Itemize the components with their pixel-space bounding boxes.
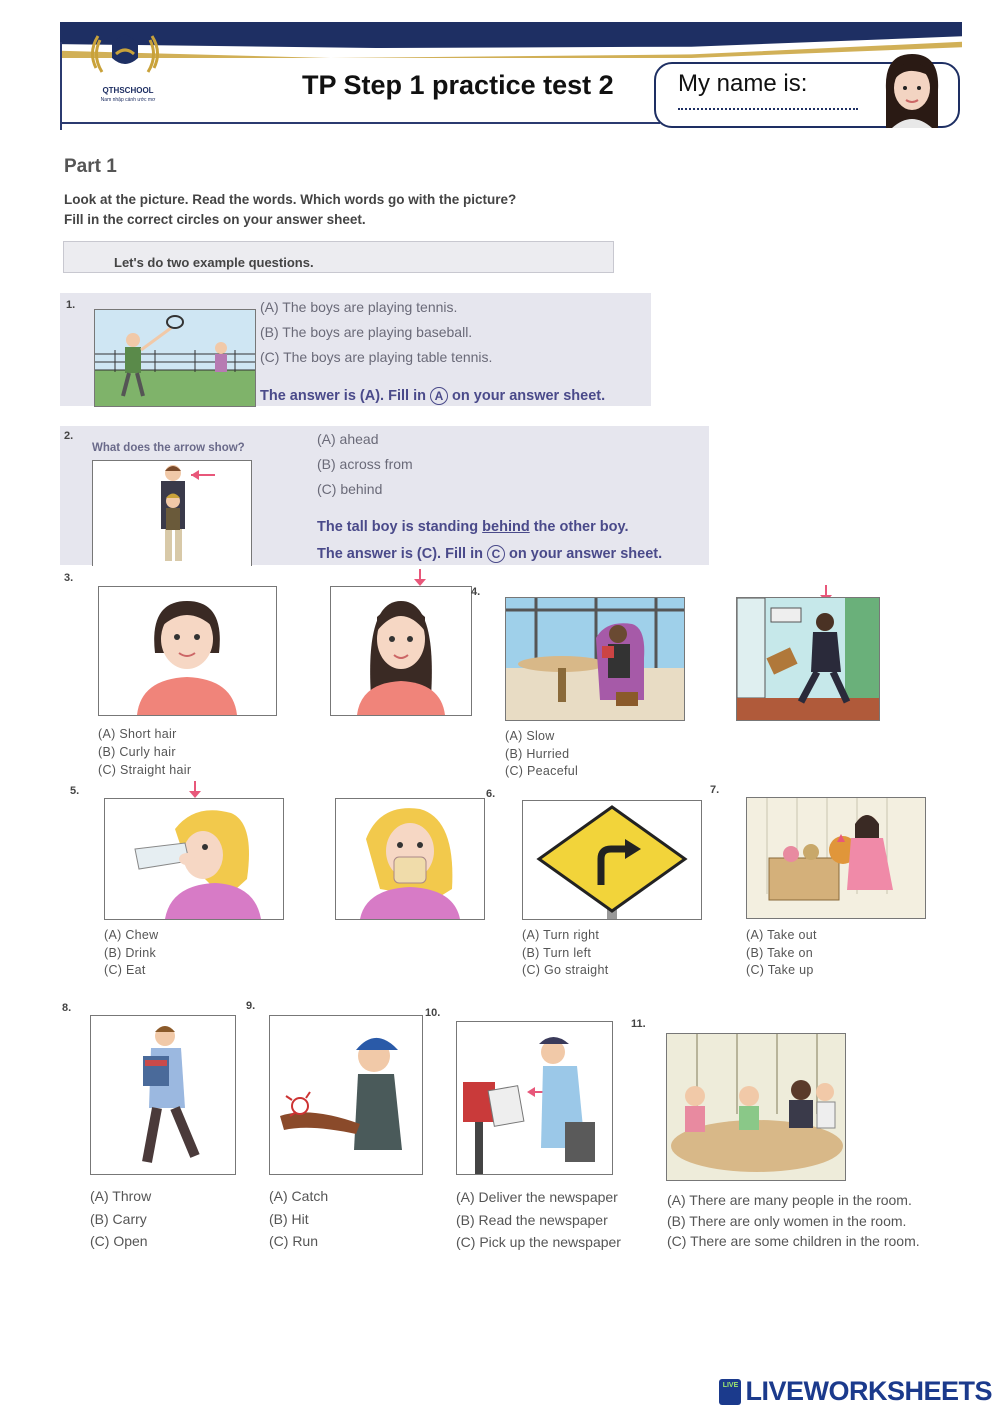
option-b: (B) Take on [746,945,813,960]
option-b: (B) Hit [269,1210,309,1227]
question-9-options [269,1185,328,1253]
answer-circle: A [430,387,448,405]
option-c: (C) Pick up the newspaper [456,1234,621,1250]
question-11-options [667,1190,920,1252]
question-2-answer [317,545,662,563]
header-banner [60,22,962,130]
question-4-number: 4. [471,586,481,598]
girl-drinking-picture [104,798,284,920]
option-c: (C) Open [90,1233,148,1249]
girl-eating-picture [335,798,485,920]
option-a: (A) Slow [505,729,555,743]
road-sign-picture [522,800,702,920]
option-b: (B) Curly hair [98,745,176,759]
logo-text: QTHSCHOOL [102,86,154,95]
option-a: (A) ahead [317,431,379,447]
option-c: (C) behind [317,481,383,497]
question-10-number: 10. [425,1007,441,1019]
instruction-line-2: Fill in the correct circles on your answer sheet. [64,212,366,227]
sentence-start: The tall boy is standing [317,519,483,535]
liveworksheets-icon: LIVE [719,1379,741,1405]
question-1-options [260,295,492,370]
answer-text: The answer is (C). Fill in [317,546,487,562]
option-a: (A) Turn right [522,928,600,942]
question-7-options [746,927,817,980]
question-2-panel [60,426,709,565]
name-input-line[interactable] [678,108,858,110]
answer-text-end: on your answer sheet. [448,388,606,404]
man-carrying-books-picture [90,1015,236,1175]
question-number: 2. [64,430,74,442]
part-title: Part 1 [64,156,117,177]
girl-short-hair-picture [98,586,277,716]
option-c: (C) Run [269,1233,319,1249]
option-a: (A) Deliver the newspaper [456,1189,618,1205]
option-b: (B) Read the newspaper [456,1211,608,1228]
example-intro: Let's do two example questions. [114,255,314,270]
answer-text-end: on your answer sheet. [505,546,663,562]
option-c: (C) Peaceful [505,764,579,778]
sentence-keyword: behind [482,519,530,535]
question-8-number: 8. [62,1002,72,1014]
answer-circle: C [487,545,505,563]
option-b: (B) There are only women in the room. [667,1212,907,1229]
question-2-prompt: What does the arrow show? [92,442,245,454]
option-b: (B) Turn left [522,945,592,960]
mailman-newspaper-picture [456,1021,613,1175]
header-swoosh [60,22,962,48]
option-b: (B) Carry [90,1210,147,1227]
option-c: (C) The boys are playing table tennis. [260,349,493,365]
man-reading-chair-picture [505,597,685,721]
option-c: (C) Take up [746,963,814,977]
question-10-options [456,1186,621,1254]
boy-batting-picture [269,1015,423,1175]
question-5-options [104,927,159,980]
example-banner [63,241,614,273]
student-avatar [866,50,958,128]
option-a: (A) Throw [90,1188,152,1204]
name-label: My name is: [678,70,808,97]
option-c: (C) Straight hair [98,763,192,777]
girl-toys-box-picture [746,797,926,919]
question-11-number: 11. [631,1018,646,1030]
option-b: (B) Drink [104,945,157,960]
question-8-options [90,1185,151,1253]
answer-text: The answer is (A). Fill in [260,388,430,404]
sentence-end: the other boy. [529,519,629,535]
option-a: (A) Chew [104,928,159,942]
question-6-options [522,927,608,980]
question-1-panel [60,293,651,406]
question-9-number: 9. [246,1000,256,1012]
name-box [654,62,960,128]
option-b: (B) across from [317,456,413,472]
option-a: (A) The boys are playing tennis. [260,299,458,315]
question-1-answer [260,387,605,405]
question-3-options [98,725,191,779]
option-c: (C) There are some children in the room. [667,1233,920,1249]
question-3-number: 3. [64,572,74,584]
liveworksheets-logo[interactable] [719,1376,992,1407]
question-number: 1. [66,299,76,311]
logo-subtitle: Nam nhập cánh ước mơ [100,97,156,103]
option-c: (C) Go straight [522,963,609,977]
meeting-room-picture [666,1033,846,1181]
question-4-options [505,728,578,781]
option-a: (A) Take out [746,928,817,942]
question-5-number: 5. [70,785,80,797]
header-divider [60,42,62,130]
girl-straight-hair-picture [330,586,472,716]
option-a: (A) There are many people in the room. [667,1192,912,1208]
page-title: TP Step 1 practice test 2 [302,70,614,100]
instruction-line-1: Look at the picture. Read the words. Which words go with the picture? [64,192,517,207]
man-hurrying-picture [736,597,880,721]
question-6-number: 6. [486,788,496,800]
option-a: (A) Catch [269,1188,329,1204]
question-7-number: 7. [710,784,720,796]
tennis-picture [94,309,256,407]
option-c: (C) Eat [104,963,146,977]
option-b: (B) The boys are playing baseball. [260,324,473,340]
header-divider [60,122,660,124]
option-b: (B) Hurried [505,746,570,761]
option-a: (A) Short hair [98,727,177,741]
question-2-sentence [317,519,629,535]
question-2-options [317,427,413,502]
boys-standing-picture [92,460,252,566]
liveworksheets-wordmark: LIVEWORKSHEETS [745,1376,992,1406]
